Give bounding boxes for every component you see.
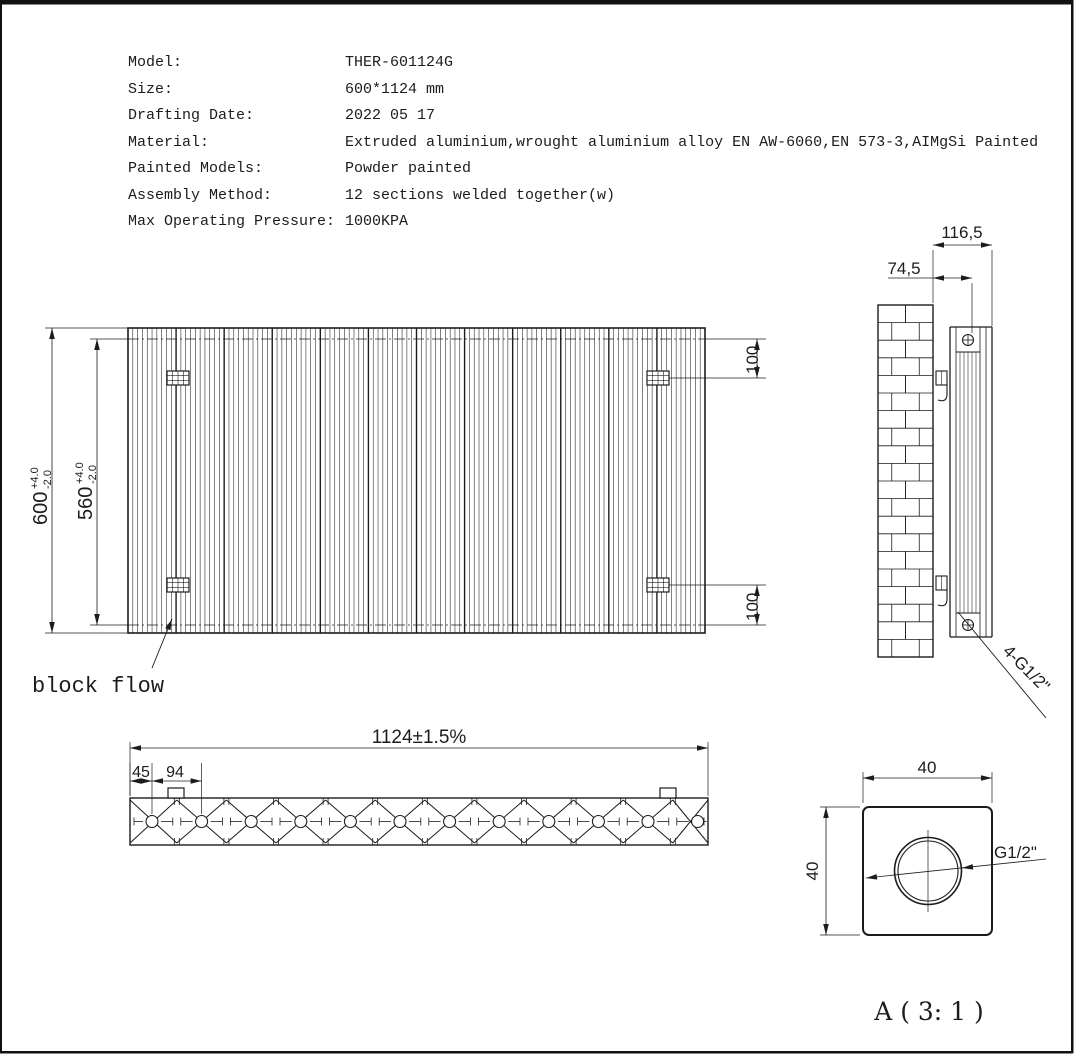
drawing-circle xyxy=(245,816,257,828)
dim-detail-width: 40 xyxy=(917,758,937,777)
spec-label: Drafting Date: xyxy=(128,107,255,124)
dim-end-distance: 45 xyxy=(132,764,150,781)
drawing-rect xyxy=(168,788,184,798)
thread-size-label: G1/2" xyxy=(994,843,1037,862)
spec-value: 1000KPA xyxy=(345,213,409,230)
arrowhead xyxy=(933,275,944,281)
spec-label: Max Operating Pressure: xyxy=(128,213,336,230)
svg-text:100: 100 xyxy=(743,592,762,621)
dim-overall-length: 1124±1.5% xyxy=(371,727,467,748)
block-flow-label: block flow xyxy=(32,674,165,699)
arrowhead xyxy=(49,328,55,339)
spec-row-model xyxy=(128,50,1038,77)
arrowhead xyxy=(191,778,202,784)
front-view xyxy=(45,328,766,668)
svg-text:4-G1/2": 4-G1/2" xyxy=(999,641,1054,696)
spec-value: THER-601124G xyxy=(345,54,454,71)
arrowhead xyxy=(961,275,972,281)
dim-overall-height xyxy=(29,467,54,525)
drawing-circle xyxy=(493,816,505,828)
spec-row-max-pressure xyxy=(128,209,1038,236)
svg-text:-2.0: -2.0 xyxy=(42,470,54,489)
arrowhead xyxy=(94,339,100,350)
arrowhead xyxy=(863,775,874,781)
drawing-circle xyxy=(444,816,456,828)
frame-right-edge xyxy=(1071,0,1074,1053)
arrowhead xyxy=(697,745,708,751)
arrowhead xyxy=(94,614,100,625)
dim-section-pitch: 94 xyxy=(166,764,184,781)
svg-text:100: 100 xyxy=(743,345,762,374)
spec-value: 2022 05 17 xyxy=(345,107,436,124)
spec-row-drafting-date xyxy=(128,103,1038,130)
frame-top-bar xyxy=(0,0,1073,5)
connection-thread-label xyxy=(999,641,1053,695)
dim-inner-height xyxy=(74,462,99,520)
drawing-circle xyxy=(394,816,406,828)
svg-text:40: 40 xyxy=(803,861,822,881)
spec-value: Extruded aluminium,wrought aluminium alloy EN AW-6060,EN 573-3,AIMgSi Painted xyxy=(345,133,1039,151)
drawing-circle xyxy=(642,816,654,828)
svg-text:+4.0: +4.0 xyxy=(29,467,41,489)
svg-text:+4.0: +4.0 xyxy=(74,462,86,484)
drawing-circle xyxy=(344,816,356,828)
spec-label: Assembly Method: xyxy=(128,186,273,204)
arrowhead xyxy=(130,745,141,751)
frame-bottom-edge xyxy=(0,1051,1073,1054)
spec-value: 600*1124 mm xyxy=(345,80,445,98)
frame-left-edge xyxy=(0,0,2,1053)
side-view xyxy=(878,242,1046,718)
spec-table xyxy=(128,50,1038,236)
spec-row-painted-models xyxy=(128,156,1038,183)
spec-value: Powder painted xyxy=(345,160,472,177)
spec-label: Material: xyxy=(128,133,210,151)
dim-total-depth: 116,5 xyxy=(941,223,983,242)
arrowhead xyxy=(152,778,163,784)
drawing-circle xyxy=(196,816,208,828)
cross-section-view xyxy=(130,742,708,845)
svg-text:560: 560 xyxy=(75,486,97,520)
arrowhead xyxy=(981,775,992,781)
arrowhead xyxy=(933,242,944,248)
dim-bracket-bottom-offset xyxy=(743,593,762,621)
drawing-circle xyxy=(543,816,555,828)
spec-row-assembly-method xyxy=(128,183,1038,210)
arrowhead xyxy=(823,924,829,935)
spec-row-material xyxy=(128,130,1038,157)
bracket-hook xyxy=(938,385,947,401)
spec-value: 12 sections welded together(w) xyxy=(345,186,616,204)
arrowhead xyxy=(823,807,829,818)
svg-text:600: 600 xyxy=(30,491,52,525)
drawing-rect xyxy=(660,788,676,798)
drawing-circle xyxy=(692,816,704,828)
drawing-circle xyxy=(295,816,307,828)
detail-scale-caption: A ( 3: 1 ) xyxy=(874,997,984,1026)
svg-text:-2.0: -2.0 xyxy=(87,465,99,484)
drawing-circle xyxy=(146,816,158,828)
spec-label: Painted Models: xyxy=(128,160,264,177)
bracket-hook xyxy=(938,590,947,606)
drawing-circle xyxy=(592,816,604,828)
dim-bracket-top-offset xyxy=(743,346,762,374)
dim-detail-height xyxy=(803,862,822,881)
arrowhead xyxy=(49,622,55,633)
dim-pipe-depth: 74,5 xyxy=(887,259,921,278)
spec-label: Model: xyxy=(128,54,183,71)
arrowhead xyxy=(981,242,992,248)
spec-row-size xyxy=(128,77,1038,104)
spec-label: Size: xyxy=(128,80,174,98)
